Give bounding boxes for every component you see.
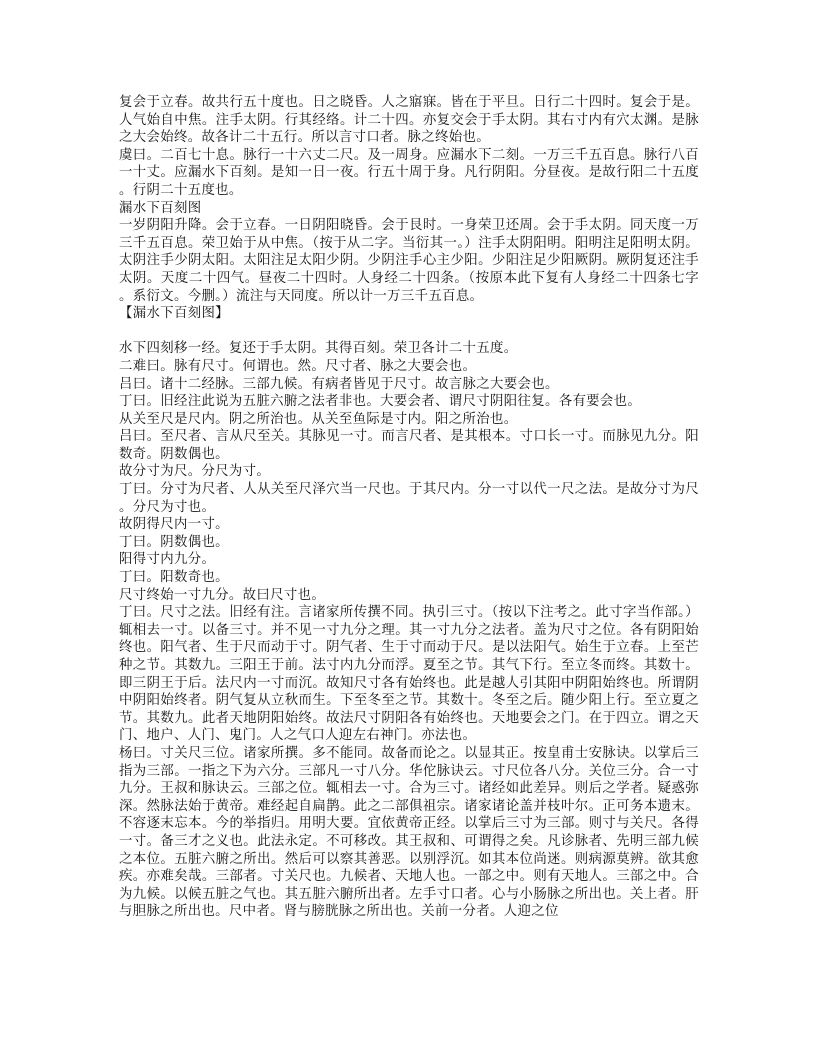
- blank-line: [119, 323, 699, 341]
- paragraph-5: 二难曰。脉有尺寸。何谓也。然。尺寸者、脉之大要会也。: [119, 358, 477, 374]
- figure-title: 【漏水下百刻图】: [119, 306, 229, 322]
- paragraph-13: 丁曰。阴数偶也。: [119, 534, 229, 550]
- paragraph-8: 从关至尺是尺内。阴之所治也。从关至鱼际是寸内。阳之所治也。: [119, 411, 518, 427]
- paragraph-18: 杨曰。寸关尺三位。诸家所撰。多不能同。故备而论之。以显其正。按皇甫士安脉诀。以掌后三指为三部。一指之下为六分。三部凡一寸八分。华佗脉诀云。寸尺位各八分。关位三分。合一寸九分。王叔和脉诀云。三部之位。辄相去一寸。合为三寸。诸经如此差异。则后之学者。疑惑弥深。然脉法始于黄帝。难经起自扁鹊。此之二部俱祖宗。诸家诸论盖并枝叶尔。正可务本遗末。不容逐末忘本。今的举指归。用明大要。宜依黄帝正经。以掌后三寸为三部。则寸与关尺。各得一寸。备三才之义也。此法永定。不可移改。其王叔和、可谓得之矣。凡诊脉者、先明三部九候之本位。五脏六腑之所出。然后可以察其善恶。以别浮沉。如其本位尚迷。则病源莫辨。欲其愈疾。亦难矣哉。三部者。寸关尺也。九候者、天地人也。一部之中。则有天地人。三部之中。合为九候。以候五脏之气也。其五脏六腑所出者。左手寸口者。心与小肠脉之所出也。关上者。肝与胆脉之所出也。尺中者。肾与膀胱脉之所出也。关前一分者。人迎之位: [119, 745, 699, 920]
- paragraph-9: 吕曰。至尺者、言从尺至关。其脉见一寸。而言尺者、是其根本。寸口长一寸。而脉见九分。阳数奇。阴数偶也。: [119, 429, 699, 462]
- paragraph-16: 尺寸终始一寸九分。故曰尺寸也。: [119, 587, 326, 603]
- document-page: [119, 94, 699, 921]
- paragraph-10: 故分寸为尺。分尺为寸。: [119, 464, 271, 480]
- paragraph-11: 丁曰。分寸为尺者、人从关至尺泽穴当一尺也。于其尺内。分一寸以代一尺之法。是故分寸为尺。分尺为寸也。: [119, 482, 699, 515]
- paragraph-14: 阳得寸内九分。: [119, 552, 216, 568]
- paragraph-3: 一岁阴阳升降。会于立春。一日阴阳晓昏。会于艮时。一身荣卫还周。会于手太阴。同天度一万三千五百息。荣卫始于从中焦。（按于从二字。当衍其一。）注手太阴阳明。阳明注足阳明太阴。太阴注手少阴太阳。太阳注足太阳少阴。少阴注手心主少阳。少阳注足少阳厥阴。厥阴复还注手太阴。天度二十四气。昼夜二十四时。人身经二十四条。（按原本此下复有人身经二十四条七字。系衍文。今删。）流注与天同度。所以计一万三千五百息。: [119, 218, 699, 304]
- paragraph-12: 故阴得尺内一寸。: [119, 517, 229, 533]
- paragraph-1: 复会于立春。故共行五十度也。日之晓昏。人之寤寐。皆在于平旦。日行二十四时。复会于是。人气始自中焦。注手太阴。行其经络。计二十四。亦复交会于手太阴。其右寸内有穴太渊。是脉之大会始终。故各计二十五行。所以言寸口者。脉之终始也。: [119, 95, 699, 146]
- figure-caption: 漏水下百刻图: [119, 200, 202, 216]
- paragraph-4: 水下四刻移一经。复还于手太阴。其得百刻。荣卫各计二十五度。: [119, 341, 518, 357]
- paragraph-17: 丁曰。尺寸之法。旧经有注。言诸家所传撰不同。执引三寸。（按以下注考之。此寸字当作部。）辄相去一寸。以备三寸。并不见一寸九分之理。其一寸九分之法者。盖为尺寸之位。各有阴阳始终也。阳气者、生于尺而动于寸。阴气者、生于寸而动于尺。是以法阳气。始生于立春。上至芒种之节。其数九。三阳王于前。法寸内九分而浮。夏至之节。其气下行。至立冬而终。其数十。即三阴王于后。法尺内一寸而沉。故知尺寸各有始终也。此是越人引其阳中阴阳始终也。所谓阴中阴阳始终者。阴气复从立秋而生。下至冬至之节。其数十。冬至之后。随少阳上行。至立夏之节。其数九。此者天地阴阳始终。故法尺寸阴阳各有始终也。天地要会之门。在于四立。谓之天门、地户、人门、鬼门。人之气口人迎左右神门。亦法也。: [119, 605, 699, 744]
- paragraph-15: 丁曰。阳数奇也。: [119, 570, 229, 586]
- paragraph-7: 丁曰。旧经注此说为五脏六腑之法者非也。大要会者、谓尺寸阴阳往复。各有要会也。: [119, 394, 642, 410]
- paragraph-6: 吕曰。诸十二经脉。三部九候。有病者皆见于尺寸。故言脉之大要会也。: [119, 376, 559, 392]
- paragraph-2: 虞曰。二百七十息。脉行一十六丈二尺。及一周身。应漏水下二刻。一万三千五百息。脉行八百一十丈。应漏水下百刻。是知一日一夜。行五十周于身。凡行阴阳。分昼夜。是故行阳二十五度。行阴二十五度也。: [119, 147, 699, 198]
